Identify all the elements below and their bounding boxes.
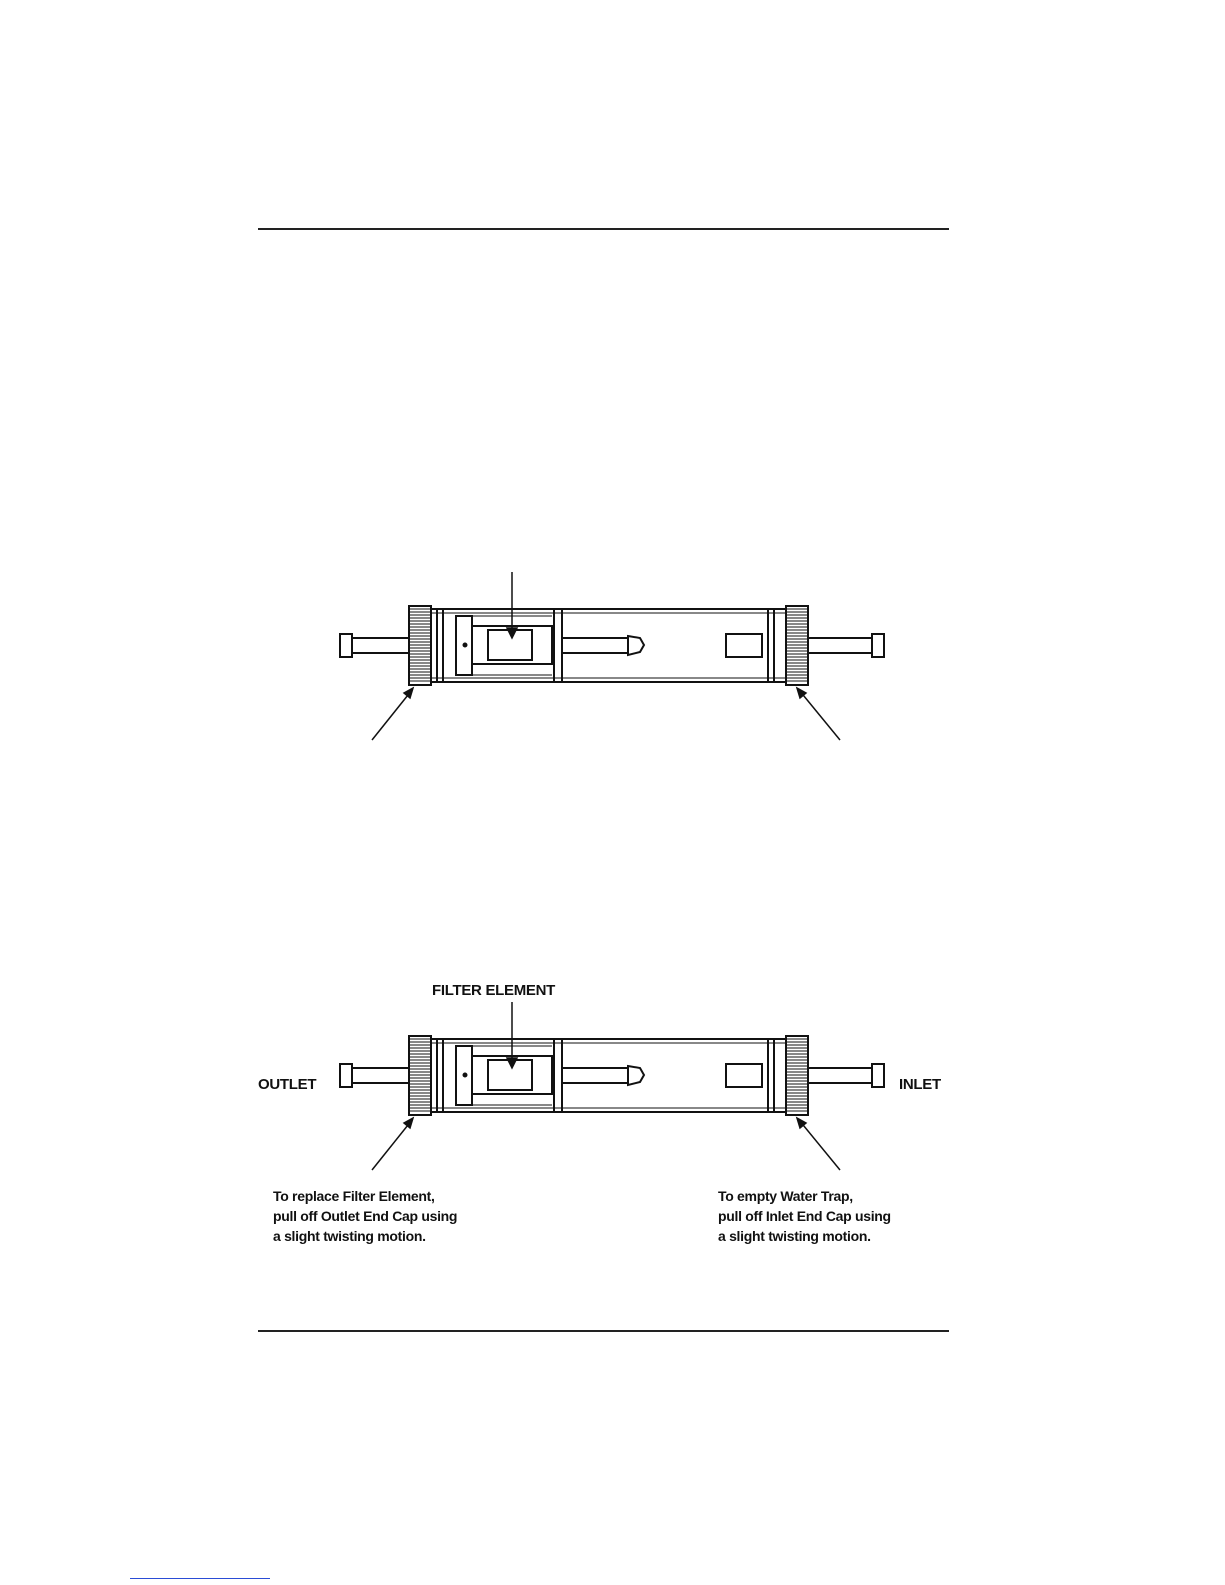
housing-body — [431, 1039, 786, 1112]
inner-tube-tip — [628, 1066, 644, 1085]
outlet-label: OUTLET — [258, 1076, 317, 1093]
inlet-note-line-2: pull off Inlet End Cap using — [718, 1208, 891, 1224]
outlet-cap-arrowhead — [404, 1118, 413, 1128]
outlet-cap-instructions — [273, 1186, 457, 1246]
outlet-note-line-3: a slight twisting motion. — [273, 1228, 426, 1244]
footer-rule — [258, 1330, 949, 1332]
water-trap-stub — [726, 1064, 762, 1087]
inlet-label: INLET — [899, 1076, 941, 1093]
page-link-underline[interactable] — [130, 1578, 270, 1579]
filter-assembly — [340, 1002, 884, 1170]
inlet-note-line-1: To empty Water Trap, — [718, 1188, 853, 1204]
outlet-note-line-2: pull off Outlet End Cap using — [273, 1208, 458, 1224]
outlet-tube-end — [340, 1064, 352, 1087]
inlet-tube-end — [872, 1064, 884, 1087]
filter-element-arrowhead — [507, 1058, 517, 1068]
filter-element-label: FILTER ELEMENT — [432, 982, 556, 999]
outlet-cap-knurling — [409, 1039, 431, 1111]
inlet-cap-leader — [799, 1120, 840, 1170]
outlet-note-line-1: To replace Filter Element, — [273, 1188, 435, 1204]
outlet-tube — [352, 1068, 409, 1083]
outlet-cap-leader — [372, 1120, 412, 1170]
inlet-cap-instructions — [718, 1186, 891, 1246]
inlet-tube — [808, 1068, 872, 1083]
inlet-cap-knurling — [786, 1039, 808, 1111]
holder-dot — [464, 1074, 467, 1077]
inner-tube — [562, 1068, 628, 1083]
inlet-note-line-3: a slight twisting motion. — [718, 1228, 871, 1244]
